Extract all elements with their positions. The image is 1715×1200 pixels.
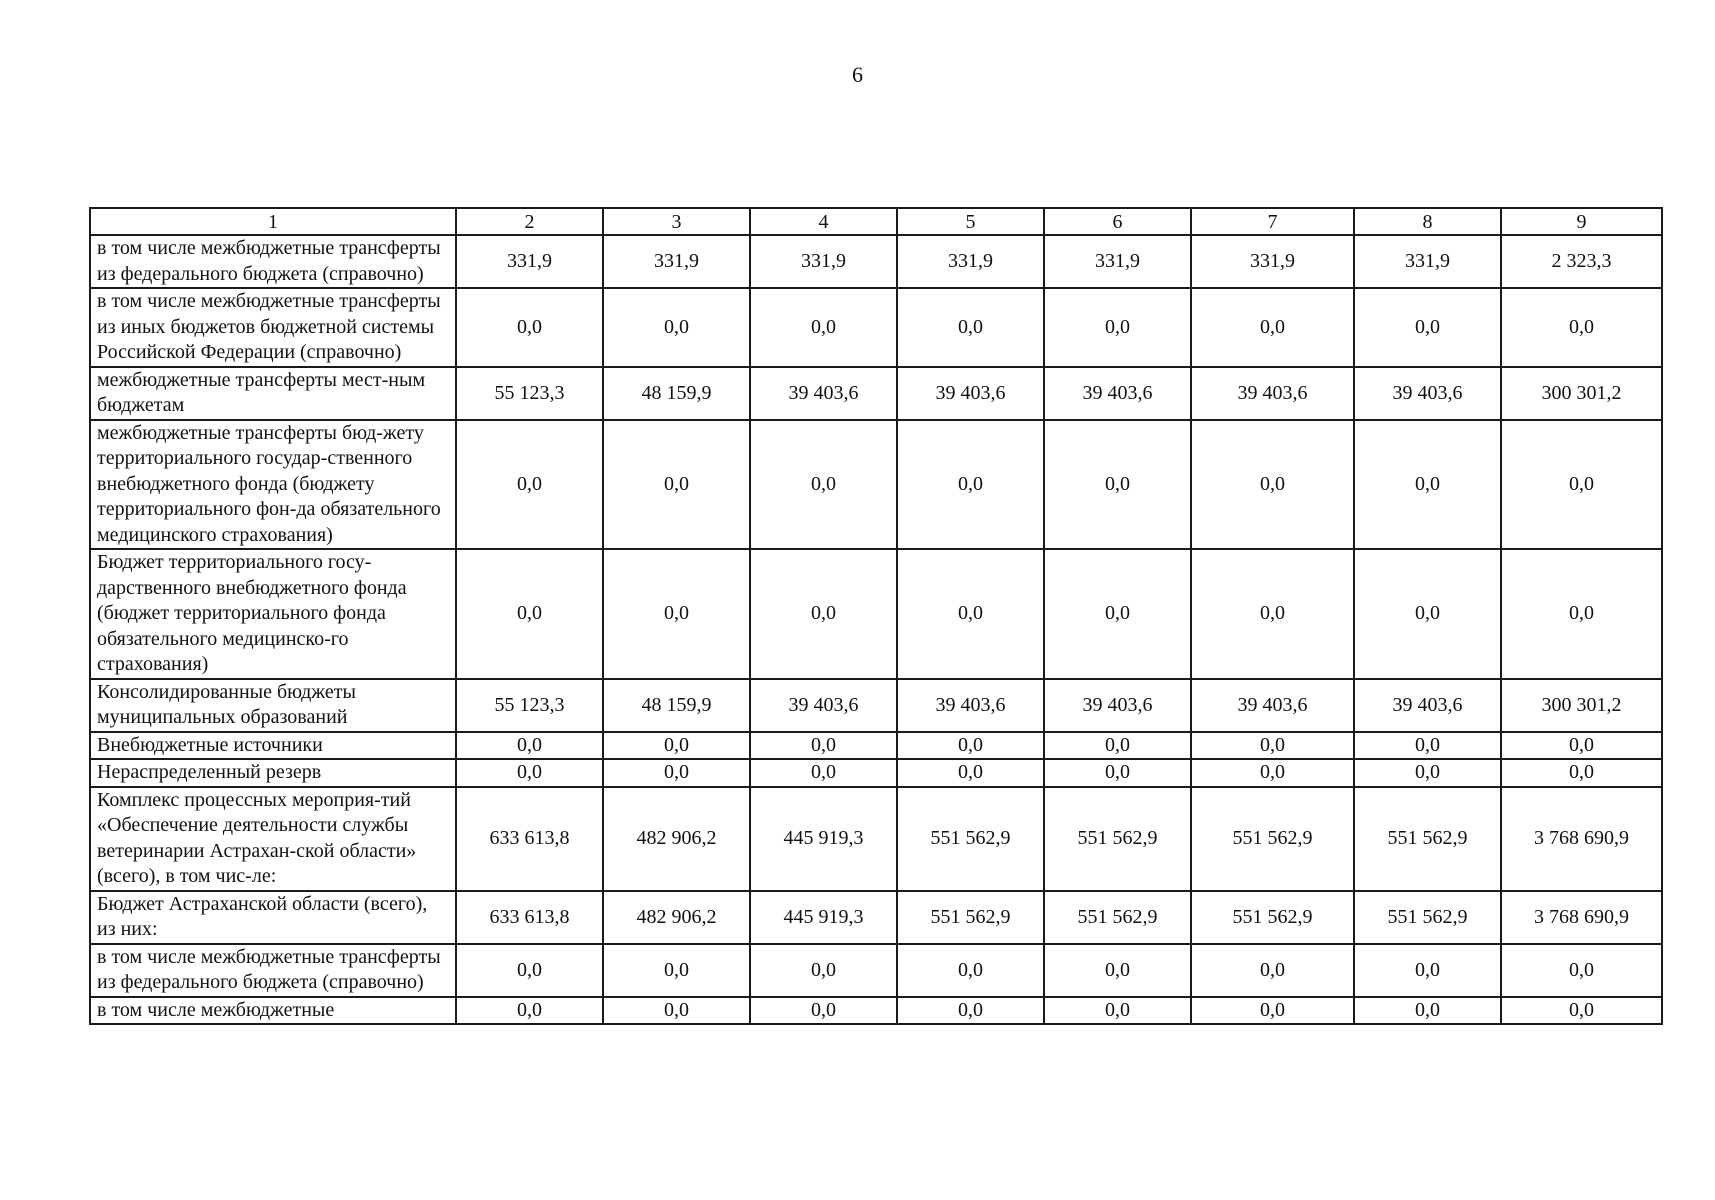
row-label: Нераспределенный резерв (90, 759, 456, 787)
value-cell: 445 919,3 (750, 787, 897, 891)
row-label: в том числе межбюджетные трансферты из федерального бюджета (справочно) (90, 944, 456, 997)
value-cell: 331,9 (897, 235, 1044, 288)
value-cell: 0,0 (603, 732, 750, 760)
value-cell: 39 403,6 (1044, 367, 1191, 420)
value-cell: 0,0 (1044, 759, 1191, 787)
value-cell: 3 768 690,9 (1501, 891, 1662, 944)
value-cell: 39 403,6 (1191, 367, 1354, 420)
table-row (90, 235, 1662, 288)
value-cell: 0,0 (897, 420, 1044, 550)
value-cell: 0,0 (1354, 549, 1501, 679)
budget-table (89, 207, 1663, 1025)
value-cell: 0,0 (1501, 759, 1662, 787)
value-cell: 482 906,2 (603, 787, 750, 891)
row-label: Бюджет территориального госу-дарственного внебюджетного фонда (бюджет территориального фонда обязательного медицинско-го страхования) (90, 549, 456, 679)
row-label: в том числе межбюджетные (90, 997, 456, 1025)
value-cell: 39 403,6 (897, 679, 1044, 732)
value-cell: 0,0 (1191, 288, 1354, 367)
value-cell: 0,0 (1501, 288, 1662, 367)
value-cell: 0,0 (1354, 420, 1501, 550)
row-label: Консолидированные бюджеты муниципальных образований (90, 679, 456, 732)
row-label: Комплекс процессных мероприя-тий «Обеспечение деятельности службы ветеринарии Астрахан-ской области» (всего), в том чис-ле: (90, 787, 456, 891)
value-cell: 0,0 (1044, 420, 1191, 550)
value-cell: 0,0 (456, 732, 603, 760)
value-cell: 551 562,9 (1191, 891, 1354, 944)
value-cell: 0,0 (750, 732, 897, 760)
value-cell: 0,0 (897, 944, 1044, 997)
value-cell: 551 562,9 (1044, 891, 1191, 944)
table-row (90, 367, 1662, 420)
column-header: 6 (1044, 208, 1191, 235)
value-cell: 39 403,6 (897, 367, 1044, 420)
value-cell: 331,9 (1044, 235, 1191, 288)
value-cell: 39 403,6 (1044, 679, 1191, 732)
value-cell: 0,0 (1354, 759, 1501, 787)
value-cell: 300 301,2 (1501, 679, 1662, 732)
value-cell: 0,0 (1354, 288, 1501, 367)
value-cell: 551 562,9 (897, 891, 1044, 944)
value-cell: 445 919,3 (750, 891, 897, 944)
table-row (90, 732, 1662, 760)
column-header: 2 (456, 208, 603, 235)
table-row (90, 997, 1662, 1025)
value-cell: 0,0 (1191, 944, 1354, 997)
value-cell: 0,0 (603, 288, 750, 367)
value-cell: 48 159,9 (603, 679, 750, 732)
value-cell: 0,0 (750, 549, 897, 679)
value-cell: 0,0 (1501, 420, 1662, 550)
row-label: Бюджет Астраханской области (всего), из них: (90, 891, 456, 944)
value-cell: 0,0 (750, 288, 897, 367)
value-cell: 0,0 (897, 288, 1044, 367)
value-cell: 0,0 (897, 759, 1044, 787)
value-cell: 0,0 (603, 759, 750, 787)
value-cell: 0,0 (1044, 997, 1191, 1025)
value-cell: 331,9 (1354, 235, 1501, 288)
value-cell: 0,0 (1044, 549, 1191, 679)
value-cell: 0,0 (456, 944, 603, 997)
value-cell: 0,0 (603, 420, 750, 550)
value-cell: 48 159,9 (603, 367, 750, 420)
value-cell: 0,0 (1044, 288, 1191, 367)
value-cell: 0,0 (1501, 997, 1662, 1025)
value-cell: 551 562,9 (1354, 787, 1501, 891)
value-cell: 0,0 (1191, 997, 1354, 1025)
value-cell: 551 562,9 (897, 787, 1044, 891)
value-cell: 0,0 (1501, 732, 1662, 760)
column-header: 7 (1191, 208, 1354, 235)
table-row (90, 891, 1662, 944)
value-cell: 0,0 (897, 732, 1044, 760)
table-row (90, 944, 1662, 997)
page-number: 6 (852, 62, 863, 87)
value-cell: 0,0 (897, 549, 1044, 679)
value-cell: 0,0 (456, 997, 603, 1025)
value-cell: 0,0 (1044, 732, 1191, 760)
row-label: межбюджетные трансферты мест-ным бюджетам (90, 367, 456, 420)
value-cell: 331,9 (603, 235, 750, 288)
value-cell: 0,0 (456, 759, 603, 787)
value-cell: 551 562,9 (1191, 787, 1354, 891)
value-cell: 2 323,3 (1501, 235, 1662, 288)
column-header: 8 (1354, 208, 1501, 235)
value-cell: 39 403,6 (750, 679, 897, 732)
header-row (90, 208, 1662, 235)
value-cell: 0,0 (456, 549, 603, 679)
value-cell: 0,0 (1191, 732, 1354, 760)
value-cell: 3 768 690,9 (1501, 787, 1662, 891)
row-label: в том числе межбюджетные трансферты из федерального бюджета (справочно) (90, 235, 456, 288)
value-cell: 0,0 (603, 944, 750, 997)
column-header: 3 (603, 208, 750, 235)
value-cell: 0,0 (1501, 944, 1662, 997)
row-label: Внебюджетные источники (90, 732, 456, 760)
value-cell: 300 301,2 (1501, 367, 1662, 420)
value-cell: 633 613,8 (456, 787, 603, 891)
table-row (90, 679, 1662, 732)
value-cell: 0,0 (1191, 759, 1354, 787)
value-cell: 39 403,6 (1354, 679, 1501, 732)
column-header: 9 (1501, 208, 1662, 235)
value-cell: 0,0 (1191, 549, 1354, 679)
value-cell: 55 123,3 (456, 367, 603, 420)
column-header: 1 (90, 208, 456, 235)
value-cell: 0,0 (750, 759, 897, 787)
value-cell: 0,0 (603, 997, 750, 1025)
value-cell: 482 906,2 (603, 891, 750, 944)
value-cell: 633 613,8 (456, 891, 603, 944)
value-cell: 0,0 (1354, 997, 1501, 1025)
value-cell: 0,0 (1191, 420, 1354, 550)
value-cell: 331,9 (750, 235, 897, 288)
table-body (90, 235, 1662, 1024)
value-cell: 0,0 (1044, 944, 1191, 997)
value-cell: 0,0 (1501, 549, 1662, 679)
table-row (90, 759, 1662, 787)
value-cell: 0,0 (750, 997, 897, 1025)
value-cell: 55 123,3 (456, 679, 603, 732)
table-row (90, 549, 1662, 679)
table-row (90, 288, 1662, 367)
value-cell: 0,0 (456, 288, 603, 367)
value-cell: 0,0 (1354, 732, 1501, 760)
value-cell: 39 403,6 (1354, 367, 1501, 420)
value-cell: 0,0 (1354, 944, 1501, 997)
value-cell: 0,0 (603, 549, 750, 679)
value-cell: 39 403,6 (750, 367, 897, 420)
value-cell: 0,0 (750, 420, 897, 550)
column-header: 4 (750, 208, 897, 235)
table-row (90, 787, 1662, 891)
value-cell: 551 562,9 (1044, 787, 1191, 891)
value-cell: 0,0 (456, 420, 603, 550)
value-cell: 331,9 (1191, 235, 1354, 288)
row-label: в том числе межбюджетные трансферты из иных бюджетов бюджетной системы Российской Федерации (справочно) (90, 288, 456, 367)
value-cell: 0,0 (897, 997, 1044, 1025)
value-cell: 39 403,6 (1191, 679, 1354, 732)
table-row (90, 420, 1662, 550)
row-label: межбюджетные трансферты бюд-жету территориального государ-ственного внебюджетного фонда (бюджету территориального фон-да обязательного медицинского страхования) (90, 420, 456, 550)
value-cell: 551 562,9 (1354, 891, 1501, 944)
value-cell: 0,0 (750, 944, 897, 997)
column-header: 5 (897, 208, 1044, 235)
value-cell: 331,9 (456, 235, 603, 288)
